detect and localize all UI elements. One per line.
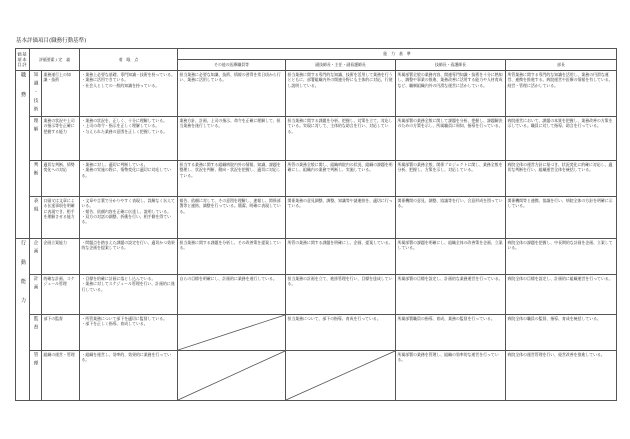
standard-cell-general: 病院全体の目標を設定し、計画的に組織運営を行っている。 bbox=[506, 275, 617, 315]
definition-cell: 企画立案能力 bbox=[42, 239, 80, 275]
category-label: 行動能力 bbox=[20, 240, 26, 317]
standard-cell-staff: 業務方針、計画、上司の指示、命令を正確に理解して、担当業務を遂行している。 bbox=[178, 117, 286, 161]
header-staff: その他の医療職員等 bbox=[178, 60, 286, 71]
eval-element-label: 表現 bbox=[33, 198, 38, 216]
header-viewpoint: 着 眼 点 bbox=[80, 49, 178, 71]
eval-element-cell bbox=[30, 275, 42, 315]
table-row bbox=[16, 275, 617, 315]
definition-cell: 部下の監督 bbox=[42, 315, 80, 351]
viewpoint-item: ・業務に活用できている。 bbox=[81, 77, 129, 83]
eval-element-cell bbox=[30, 117, 42, 161]
standard-cell-general: 病院全体の課題を把握し、中長期的な計画を企画、立案している。 bbox=[506, 239, 617, 275]
definition-cell: 口頭又は文章による伝達事項を明確に表現でき、相手を理解させる能力 bbox=[42, 197, 80, 239]
header-basic-item: 基本評価項目 bbox=[16, 49, 30, 71]
eval-element-cell bbox=[30, 197, 42, 239]
viewpoint-item: ・業務の状況を、正しく、十分に理解している。 bbox=[81, 118, 168, 123]
viewpoint-item: ・業務に対し、適切に判断している。 bbox=[81, 162, 148, 167]
category-cell bbox=[16, 71, 30, 239]
standard-cell-staff: 担当業務に必要な知識、技術、情報の習得を常日頃から行い、業務に活用している。 bbox=[178, 71, 286, 117]
standard-cell-director: 担当業務について、部下の指導、育成を行っている。 bbox=[286, 315, 396, 351]
standard-cell-chief: 所属部署全般の業務内容、関連専門知識・技術を十分に熟知し、調整や事業の推進、業務改善に活用する能力や人材育成など、職制組織内外の円滑な運営に活かしている。 bbox=[396, 71, 506, 117]
viewpoint-item: ・報告、依頼内容を正確に伝達し、説明している。 bbox=[81, 208, 171, 214]
standard-cell-director: 関係業務の意見調整、調整、知識等や諸連絡を、適切に行っている。 bbox=[286, 197, 396, 239]
viewpoint-item: ・問題点を踏まえた課題の設定を行い、適切かつ効果的な企画を提案している。 bbox=[81, 240, 175, 251]
header-director-general: 部長 bbox=[506, 60, 617, 71]
standard-cell-director bbox=[286, 351, 396, 401]
standard-cell-general: 病院全体の運営方針に基づき、状況変化に的確に対応し、適切な判断を行い、組織運営全体を統括している。 bbox=[506, 161, 617, 197]
viewpoint-item: ・部下を正しく指導、育成している。 bbox=[81, 321, 148, 327]
viewpoint-cell bbox=[80, 315, 178, 351]
table-row bbox=[16, 117, 617, 161]
standard-cell-chief: 所属部署職員の指導、育成、業務の監督を行っている。 bbox=[396, 315, 506, 351]
standard-cell-chief: 所属部署の業務全般に関して課題を分析、把握し、課題解決のための方策を示し、所属職員に周知、指導を行っている。 bbox=[396, 117, 506, 161]
category-label: 職務 bbox=[20, 72, 26, 111]
viewpoint-item: ・社会人としての一般的知識を持っている。 bbox=[81, 82, 160, 88]
standard-cell-general: 病院全体の運営管理を行い、経営改善を推進している。 bbox=[506, 351, 617, 401]
viewpoint-cell bbox=[80, 351, 178, 401]
standard-cell-chief: 所属部署の目標を設定し、計画的な業務運営を行っている。 bbox=[396, 275, 506, 315]
header-ability-standard: 能 力 基 準 bbox=[178, 49, 617, 60]
eval-element-cell bbox=[30, 161, 42, 197]
viewpoint-cell bbox=[80, 117, 178, 161]
standard-cell-director: 所管の業務全般に関し、組織病院内の状況、組織の課題を明確にし、組織内の業務で判断し、実施している。 bbox=[286, 161, 396, 197]
viewpoint-item: ・所管業務について部下を適切に監督している。 bbox=[81, 316, 168, 321]
standard-cell-general: 病院全体の職員の監督、指導、育成を統括している。 bbox=[506, 315, 617, 351]
viewpoint-item: ・文章や言葉で分かりやすく表現し、誤解なく伝えている。 bbox=[81, 198, 175, 209]
eval-element-label: 計画 bbox=[33, 276, 38, 294]
table-row bbox=[16, 351, 617, 401]
standard-cell-general: 病院運営において、課題の本質を把握し、業務改善の方策を示している。職員に対して指導、助言を行っている。 bbox=[506, 117, 617, 161]
standard-cell-staff bbox=[178, 315, 286, 351]
table-body bbox=[16, 71, 617, 401]
eval-element-cell bbox=[30, 315, 42, 351]
eval-element-label: 理解 bbox=[33, 118, 38, 136]
table-row bbox=[16, 315, 617, 351]
viewpoint-item: ・業務上必要な基礎、専門知識・技術を持っている。 bbox=[81, 72, 175, 77]
eval-element-cell bbox=[30, 351, 42, 401]
standard-cell-chief: 関係機関の意見、調整、協議等を行い、合意形成を図っている。 bbox=[396, 197, 506, 239]
standard-cell-chief: 所属部署の業務を管理し、組織の効率的な運営を行っている。 bbox=[396, 351, 506, 401]
viewpoint-item: ・与えられた業務の意図を正しく把握している。 bbox=[81, 128, 168, 134]
viewpoint-cell bbox=[80, 275, 178, 315]
viewpoint-cell bbox=[80, 161, 178, 197]
standard-cell-staff: 自らの目標を明確にし、計画的に業務を遂行している。 bbox=[178, 275, 286, 315]
standard-cell-general: 所管業務に関する専門的な知識を活用し、業務の円滑な運営、連携を推進する。病院運営や医療の情報を有している。経営・管理に活かしている。 bbox=[506, 71, 617, 117]
eval-element-cell bbox=[30, 239, 42, 275]
viewpoint-item: ・業務の実施の際に、情勢変化に適切に対応している。 bbox=[81, 167, 171, 178]
standard-cell-staff: 報告、依頼に対して、その意図を理解し、速報し、関係部署等と連絡、調整を行っている。簡潔、明確に表現している。 bbox=[178, 197, 286, 239]
viewpoint-item: ・業務に対してスケジュール管理を行い、計画的に遂行している。 bbox=[81, 281, 175, 292]
definition-cell: 業務の状況や上司の指示等を正確に把握する能力 bbox=[42, 117, 80, 161]
standard-cell-director: 担当業務に関する課題を分析、把握し、対策を立て、対応している。実現に対して、主体的な助言を行い、対応している。 bbox=[286, 117, 396, 161]
eval-element-label: 監督 bbox=[33, 316, 38, 334]
evaluation-table bbox=[15, 48, 617, 401]
eval-element-label: 企画 bbox=[33, 240, 38, 258]
viewpoint-item: ・組織を運営し、効率的、効果的に業務を行っている。 bbox=[81, 352, 171, 363]
diagonal-line bbox=[286, 351, 395, 400]
table-row bbox=[16, 161, 617, 197]
category-cell bbox=[16, 239, 30, 401]
viewpoint-item: ・上司の命令・指示を正しく理解している。 bbox=[81, 123, 160, 129]
table-row bbox=[16, 239, 617, 275]
viewpoint-cell bbox=[80, 239, 178, 275]
eval-element-label: 判断 bbox=[33, 162, 38, 180]
viewpoint-cell bbox=[80, 197, 178, 239]
eval-element-label: 管理 bbox=[33, 352, 38, 370]
viewpoint-item: ・目標を的確に計画に落とし込んでいる。 bbox=[81, 276, 156, 281]
standard-cell-director: 担当業務に関する専門的な知識、技術を活用して業務を行うとともに、部署組織内外の関連分野にも主体的に対応、行使し説明している。 bbox=[286, 71, 396, 117]
standard-cell-chief: 所属部署の課題を明確にし、組織全体の改善策を企画、立案している。 bbox=[396, 239, 506, 275]
viewpoint-cell bbox=[80, 71, 178, 117]
diagonal-line bbox=[178, 315, 285, 350]
standard-cell-staff: 担当する業務に関する組織病院内外の情報、知識、課題を整理し、状況を判断、動向・状況を把握し、適切に対応している。 bbox=[178, 161, 286, 197]
definition-cell: 適切な判断、情勢変化への対応 bbox=[42, 161, 80, 197]
diagonal-line bbox=[178, 351, 285, 400]
standard-cell-chief: 所属部署の業務全般、関係プロジェクトに関し、業務全般を分析、把握し、方策を示し、対応している。 bbox=[396, 161, 506, 197]
header-director: 副技師長・主任・副看護師長 bbox=[286, 60, 396, 71]
definition-cell: 業務遂行上の知識・技術 bbox=[42, 71, 80, 117]
definition-cell: 的確な計画、スケジュール管理 bbox=[42, 275, 80, 315]
table-row bbox=[16, 197, 617, 239]
standard-cell-general: 関係機関等と連携、協議を行い、病院全体の方針を明確に示している。 bbox=[506, 197, 617, 239]
table-row bbox=[16, 71, 617, 117]
definition-cell: 組織の運営・管理 bbox=[42, 351, 80, 401]
header-chief: 技師長・看護師長 bbox=[396, 60, 506, 71]
standard-cell-director: 担当業務の計画を立て、進捗管理を行い、目標を達成している。 bbox=[286, 275, 396, 315]
eval-element-label: 知識・技術 bbox=[33, 72, 38, 115]
standard-cell-staff: 担当業務に関する課題を分析し、その改善策を提案している。 bbox=[178, 239, 286, 275]
document-title: 基本評価項目(職務行動基準) bbox=[16, 38, 87, 44]
standard-cell-director: 所管の業務に関する課題を明確にし、企画、提案している。 bbox=[286, 239, 396, 275]
viewpoint-item: ・双方の対話の調整、折衝を行い、相手側を得ている。 bbox=[81, 213, 171, 225]
standard-cell-staff bbox=[178, 351, 286, 401]
eval-element-cell bbox=[30, 71, 42, 117]
header-eval-element: 評価要素 / 定 義 bbox=[30, 49, 80, 71]
